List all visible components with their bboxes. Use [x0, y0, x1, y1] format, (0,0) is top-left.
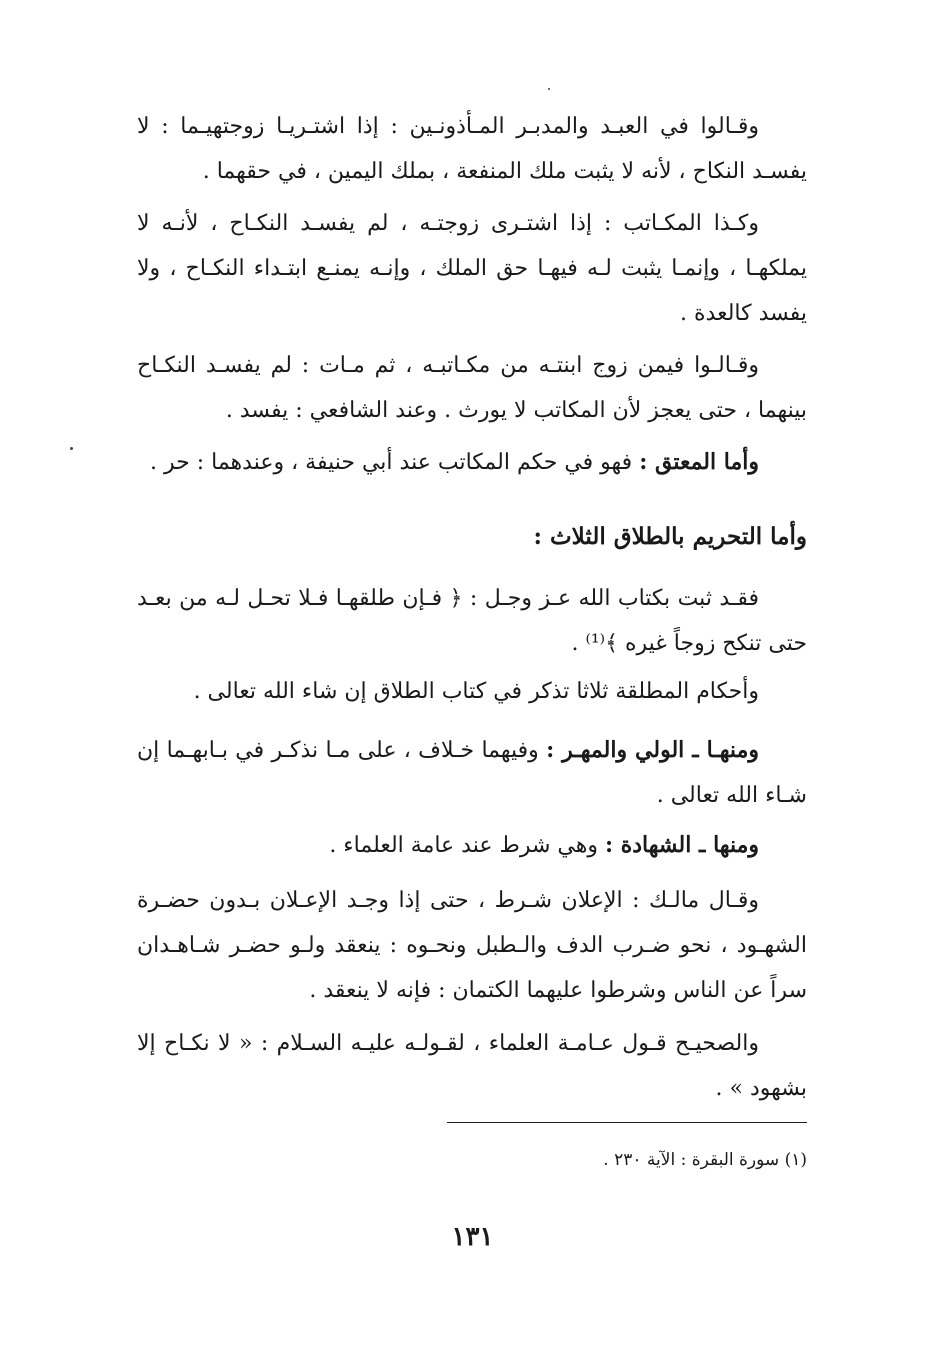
paragraph-5: فقـد ثبت بكتاب الله عـز وجـل : ﴿ فـإن طلقهـا فـلا تحـل لـه من بعـد حتى تنكح زوجاً غيره ﴾⁽¹⁾ . — [137, 586, 807, 656]
paragraph-7-text: وفيهما خـلاف ، على مـا نذكـر في بـابهـما إن شـاء الله تعالى . — [137, 738, 807, 808]
paragraph-7 — [137, 728, 807, 818]
paragraph-9: وقـال مالـك : الإعلان شـرط ، حتى إذا وجـد الإعـلان بـدون حضـرة الشهـود ، نحو ضـرب الدف والـطبل ونحـوه : ينعقد ولـو حضـر شـاهـدان سراً عن الناس وشرطوا عليهما الكتمان : فإنه لا ينعقد . — [137, 888, 807, 1003]
paragraph-7-lead: ومنهـا ـ الولي والمهـر : — [546, 737, 759, 763]
section-heading: وأما التحريم بالطلاق الثلاث : — [533, 523, 807, 550]
scan-speck — [548, 88, 550, 90]
paragraph-8-lead: ومنها ـ الشهادة : — [604, 832, 759, 858]
scan-speck — [70, 447, 73, 450]
footnote: (١) سورة البقرة : الآية ٢٣٠ . — [603, 1150, 807, 1170]
paragraph-2: وكـذا المكـاتب : إذا اشتـرى زوجتـه ، لم يفسـد النكـاح ، لأنـه لا يملكهـا ، وإنمـا يثبت لـه فيهـا حق الملك ، وإنـه يمنـع ابتـداء النكـاح ، ولا يفسد كالعدة . — [137, 211, 807, 326]
paragraph-4-text: فهو في حكم المكاتب عند أبي حنيفة ، وعندهما : حر . — [150, 450, 640, 475]
footnote-divider — [447, 1122, 807, 1123]
paragraph-6: وأحكام المطلقة ثلاثا تذكر في كتاب الطلاق إن شاء الله تعالى . — [193, 679, 759, 704]
paragraph-3: وقـالـوا فيمن زوج ابنتـه من مكـاتبـه ، ثم مـات : لم يفسـد النكـاح بينهما ، حتى يعجز لأن المكاتب لا يورث . وعند الشافعي : يفسد . — [137, 353, 807, 423]
paragraph-1: وقـالوا في العبـد والمدبـر المـأذونـين : إذا اشتـريـا زوجتهيـما : لا يفسـد النكاح ، لأنه لا يثبت ملك المنفعة ، بملك اليمين ، في حقهما . — [137, 114, 807, 184]
paragraph-10: والصحيـح قـول عـامـة العلماء ، لقـولـه عليـه السـلام : « لا نكـاح إلا بشهود » . — [137, 1031, 807, 1101]
paragraph-8-text: وهي شرط عند عامة العلماء . — [329, 833, 605, 858]
paragraph-4-lead: وأما المعتق : — [639, 449, 759, 475]
paragraph-4 — [137, 440, 807, 485]
page-number: ١٣١ — [451, 1222, 494, 1252]
paragraph-8 — [137, 823, 807, 868]
